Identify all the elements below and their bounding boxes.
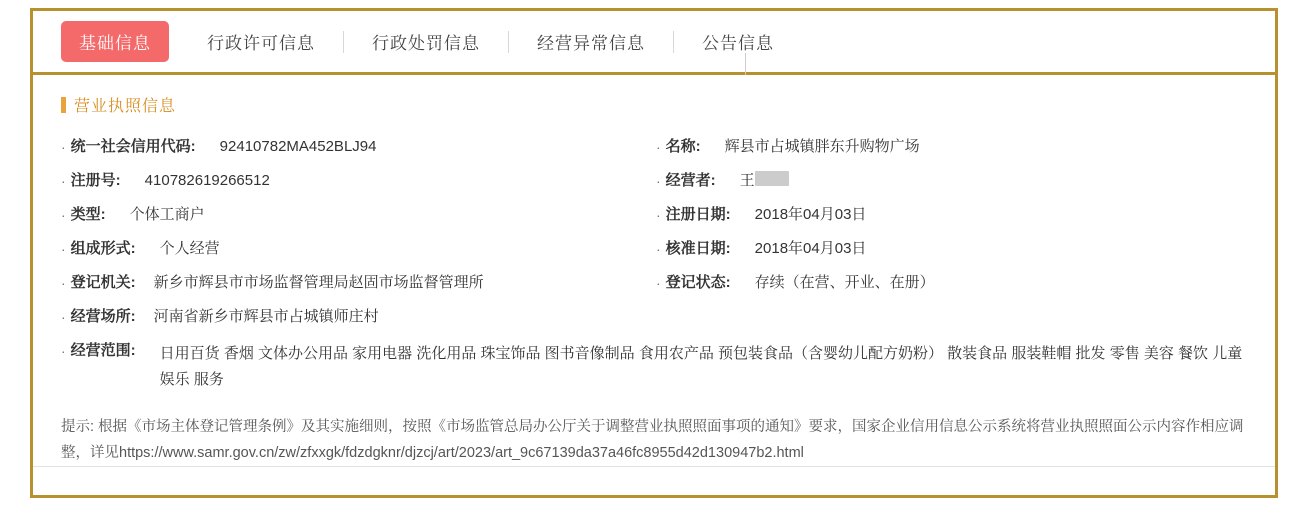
field-registration-number <box>61 164 656 198</box>
info-panel <box>30 8 1278 498</box>
bullet-icon: · <box>656 139 661 155</box>
field-label: 经营范围: <box>70 342 136 359</box>
panel-content <box>33 75 1275 495</box>
bottom-divider <box>33 466 1275 467</box>
field-business-address <box>61 300 1247 334</box>
bullet-icon: · <box>656 275 661 291</box>
field-label: 登记机关: <box>70 274 136 291</box>
field-composition <box>61 232 656 266</box>
field-label: 统一社会信用代码: <box>70 138 196 155</box>
field-value: 个人经营 <box>159 240 220 257</box>
field-value: 辉县市占城镇胖东升购物广场 <box>724 138 920 155</box>
field-registration-date <box>656 198 1247 232</box>
tab-admin-penalty[interactable]: 行政处罚信息 <box>372 34 480 53</box>
bullet-icon: · <box>656 207 661 223</box>
field-value: 王 <box>739 172 755 189</box>
field-value: 存续（在营、开业、在册） <box>754 274 935 291</box>
tab-admin-license[interactable]: 行政许可信息 <box>207 34 315 53</box>
field-registration-status <box>656 266 1247 300</box>
field-value: 个体工商户 <box>129 206 205 223</box>
field-label: 注册号: <box>70 172 121 189</box>
field-label: 登记状态: <box>665 274 731 291</box>
field-value: 92410782MA452BLJ94 <box>219 138 377 155</box>
bullet-icon: · <box>61 241 66 257</box>
notice-text: 提示: 根据《市场主体登记管理条例》及其实施细则，按照《市场监管总局办公厅关于调整营业执照照面事项的通知》要求，国家企业信用信息公示系统将营业执照照面公示内容作相应调整，详见https://www.samr.gov.cn/zw/zfxxgk/fdzdgknr/djzcj/art/2023/art_9c67139da37a46fc8955d42d130947b2.html <box>61 419 1244 461</box>
field-approval-date <box>656 232 1247 266</box>
tab-bar <box>33 11 1275 75</box>
tab-announcement[interactable]: 公告信息 <box>702 34 774 53</box>
section-accent-bar <box>61 97 66 113</box>
bullet-icon: · <box>61 343 66 359</box>
field-name <box>656 130 1247 164</box>
field-label: 组成形式: <box>70 240 136 257</box>
field-value: 日用百货 香烟 文体办公用品 家用电器 洗化用品 珠宝饰品 图书音像制品 食用农产品 预包装食品（含婴幼儿配方奶粉） 散装食品 服装鞋帽 批发 零售 美容 餐饮 儿童娱乐 服务 <box>159 345 1243 388</box>
field-value: 新乡市辉县市市场监督管理局赵固市场监督管理所 <box>153 274 484 291</box>
field-label: 核准日期: <box>665 240 731 257</box>
field-value: 河南省新乡市辉县市占城镇师庄村 <box>153 308 379 325</box>
bullet-icon: · <box>61 207 66 223</box>
field-label: 注册日期: <box>665 206 731 223</box>
field-credit-code <box>61 130 656 164</box>
field-value: 410782619266512 <box>144 172 270 189</box>
bullet-icon: · <box>61 139 66 155</box>
redaction-mask <box>755 171 789 186</box>
bullet-icon: · <box>656 173 661 189</box>
bullet-icon: · <box>61 275 66 291</box>
field-value: 2018年04月03日 <box>754 206 867 223</box>
tab-basic-info[interactable]: 基础信息 <box>61 21 169 62</box>
field-label: 经营者: <box>665 172 716 189</box>
field-label: 经营场所: <box>70 308 136 325</box>
section-title: 营业执照信息 <box>74 98 177 115</box>
bullet-icon: · <box>656 241 661 257</box>
field-business-scope <box>61 334 1247 400</box>
field-label: 类型: <box>70 206 106 223</box>
tab-abnormal-operation[interactable]: 经营异常信息 <box>537 34 645 53</box>
tab-indicator <box>745 53 746 75</box>
field-label: 名称: <box>665 138 701 155</box>
field-value: 2018年04月03日 <box>754 240 867 257</box>
info-grid <box>33 130 1275 400</box>
bullet-icon: · <box>61 173 66 189</box>
field-operator <box>656 164 1247 198</box>
bullet-icon: · <box>61 309 66 325</box>
field-registration-authority <box>61 266 656 300</box>
field-type <box>61 198 656 232</box>
section-header <box>61 93 1275 116</box>
